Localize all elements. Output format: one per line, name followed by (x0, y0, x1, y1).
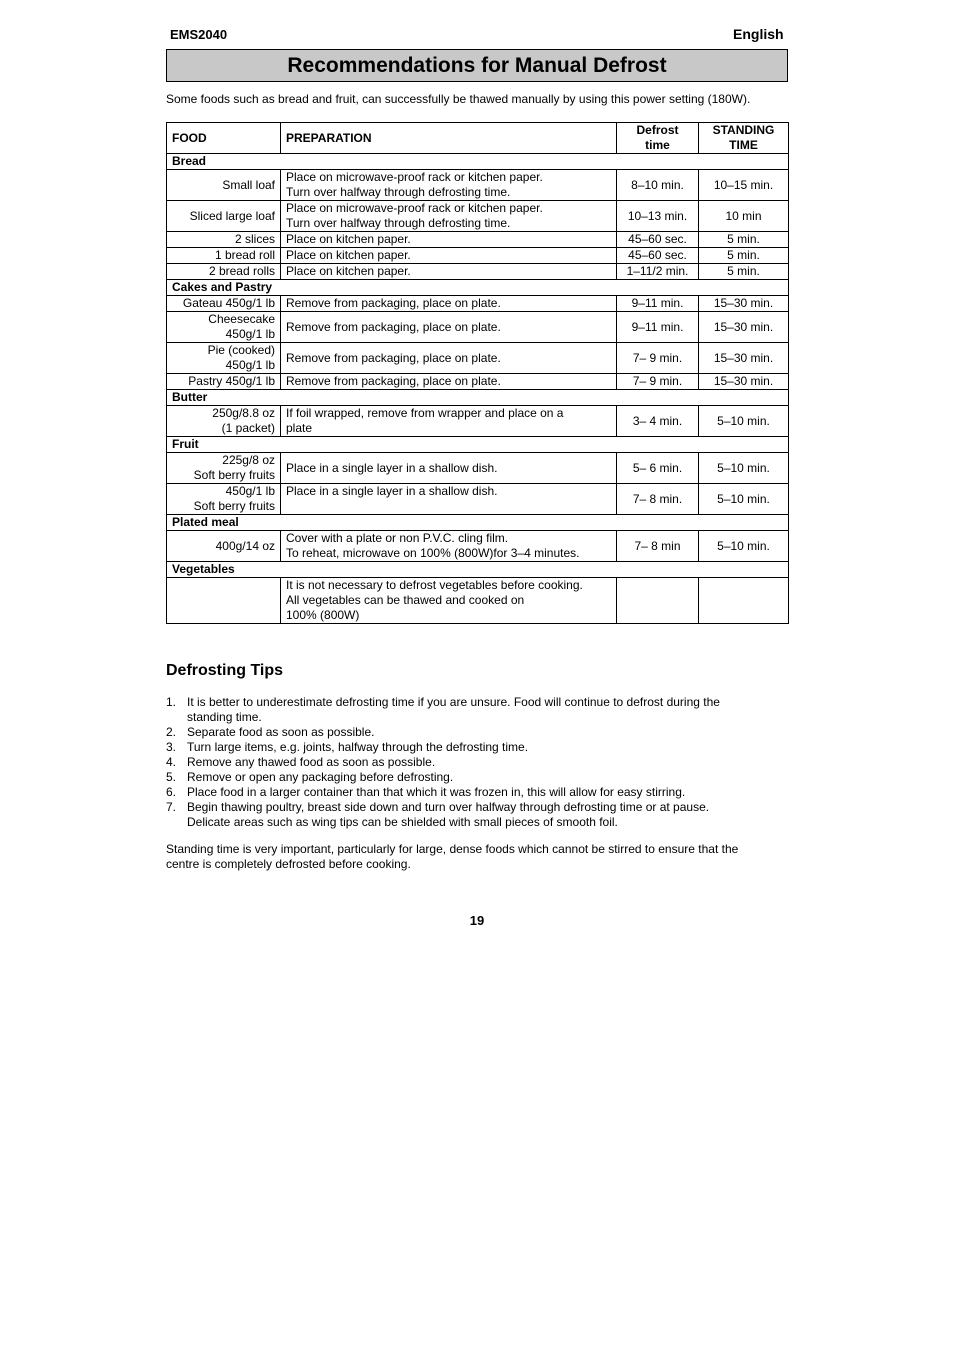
preparation-cell: Remove from packaging, place on plate. (281, 312, 617, 343)
standing-time-cell: 15–30 min. (699, 343, 789, 374)
preparation-cell: It is not necessary to defrost vegetables before cooking. All vegetables can be thawed and cooked on 100% (800W) (281, 578, 617, 624)
preparation-cell: Remove from packaging, place on plate. (281, 296, 617, 312)
table-row (167, 484, 789, 515)
table-row (167, 170, 789, 201)
food-cell (167, 578, 281, 624)
standing-time-cell: 10–15 min. (699, 170, 789, 201)
preparation-cell: Place on microwave-proof rack or kitchen paper. Turn over halfway through defrosting time. (281, 170, 617, 201)
preparation-cell: Cover with a plate or non P.V.C. cling film. To reheat, microwave on 100% (800W)for 3–4 minutes. (281, 531, 617, 562)
list-item: 5. Remove or open any packaging before defrosting. (166, 770, 454, 784)
table-row (167, 578, 789, 624)
defrost-time-cell: 45–60 sec. (617, 248, 699, 264)
preparation-cell: Place on kitchen paper. (281, 248, 617, 264)
page-title: Recommendations for Manual Defrost (287, 53, 667, 77)
food-cell: Cheesecake 450g/1 lb (167, 312, 281, 343)
table-row (167, 264, 789, 280)
standing-time-cell: 15–30 min. (699, 312, 789, 343)
tips-list (166, 695, 786, 830)
defrost-time-cell: 5– 6 min. (617, 453, 699, 484)
food-cell: Pie (cooked) 450g/1 lb (167, 343, 281, 374)
defrost-time-cell: 3– 4 min. (617, 406, 699, 437)
preparation-cell: Place in a single layer in a shallow dish. (281, 484, 617, 515)
preparation-cell: Place on kitchen paper. (281, 264, 617, 280)
standing-time-cell (699, 578, 789, 624)
col-header-preparation: PREPARATION (281, 123, 617, 154)
tips-heading: Defrosting Tips (166, 662, 284, 679)
food-cell: Small loaf (167, 170, 281, 201)
defrost-time-cell: 1–11/2 min. (617, 264, 699, 280)
standing-time-cell: 5 min. (699, 248, 789, 264)
food-cell: 2 bread rolls (167, 264, 281, 280)
category-butter: Butter (167, 390, 789, 406)
standing-time-cell: 15–30 min. (699, 374, 789, 390)
col-header-food: FOOD (167, 123, 281, 154)
category-plated-meal: Plated meal (167, 515, 789, 531)
intro-text: Some foods such as bread and fruit, can successfully be thawed manually by using this power setting (180W). (166, 92, 751, 106)
food-cell: Sliced large loaf (167, 201, 281, 232)
standing-time-note: Standing time is very important, particularly for large, dense foods which cannot be stirred to ensure that the centre is completely defrosted before cooking. (166, 842, 739, 871)
food-cell: Pastry 450g/1 lb (167, 374, 281, 390)
title-banner (166, 49, 788, 82)
list-item: 3. Turn large items, e.g. joints, halfway through the defrosting time. (166, 740, 529, 754)
defrost-time-cell: 45–60 sec. (617, 232, 699, 248)
language-label: English (733, 26, 784, 42)
category-row (167, 515, 789, 531)
category-bread: Bread (167, 154, 789, 170)
preparation-cell: Remove from packaging, place on plate. (281, 374, 617, 390)
standing-time-cell: 5 min. (699, 264, 789, 280)
list-item: 4. Remove any thawed food as soon as possible. (166, 755, 436, 769)
defrost-time-cell (617, 578, 699, 624)
table-row (167, 531, 789, 562)
table-row (167, 312, 789, 343)
category-row (167, 280, 789, 296)
list-item: 1. It is better to underestimate defrosting time if you are unsure. Food will continue to defrost during the standing time. (166, 695, 720, 724)
category-row (167, 562, 789, 578)
standing-time-cell: 5–10 min. (699, 531, 789, 562)
table-row (167, 296, 789, 312)
preparation-cell: If foil wrapped, remove from wrapper and place on a plate (281, 406, 617, 437)
food-cell: Gateau 450g/1 lb (167, 296, 281, 312)
defrost-time-cell: 7– 9 min. (617, 343, 699, 374)
category-row (167, 437, 789, 453)
category-cakes: Cakes and Pastry (167, 280, 789, 296)
food-cell: 400g/14 oz (167, 531, 281, 562)
defrost-time-cell: 7– 8 min. (617, 484, 699, 515)
defrost-time-cell: 10–13 min. (617, 201, 699, 232)
table-row (167, 343, 789, 374)
col-header-standing-time: STANDING TIME (699, 123, 789, 154)
preparation-cell: Place in a single layer in a shallow dish. (281, 453, 617, 484)
category-vegetables: Vegetables (167, 562, 789, 578)
category-row (167, 390, 789, 406)
table-row (167, 453, 789, 484)
standing-time-cell: 5–10 min. (699, 484, 789, 515)
food-cell: 450g/1 lb Soft berry fruits (167, 484, 281, 515)
list-item: 2. Separate food as soon as possible. (166, 725, 375, 739)
food-cell: 2 slices (167, 232, 281, 248)
table-row (167, 232, 789, 248)
list-item: 6. Place food in a larger container than that which it was frozen in, this will allow for easy stirring. (166, 785, 686, 799)
page-number: 19 (469, 913, 485, 928)
standing-time-cell: 15–30 min. (699, 296, 789, 312)
standing-time-cell: 5–10 min. (699, 453, 789, 484)
preparation-cell: Place on kitchen paper. (281, 232, 617, 248)
food-cell: 1 bread roll (167, 248, 281, 264)
defrost-time-cell: 8–10 min. (617, 170, 699, 201)
food-cell: 225g/8 oz Soft berry fruits (167, 453, 281, 484)
defrost-table (166, 122, 789, 624)
standing-time-cell: 5 min. (699, 232, 789, 248)
defrost-time-cell: 7– 8 min (617, 531, 699, 562)
table-header-row (167, 123, 789, 154)
preparation-cell: Place on microwave-proof rack or kitchen paper. Turn over halfway through defrosting time. (281, 201, 617, 232)
model-number: EMS2040 (170, 27, 228, 42)
standing-time-cell: 5–10 min. (699, 406, 789, 437)
category-fruit: Fruit (167, 437, 789, 453)
table-row (167, 374, 789, 390)
col-header-defrost-time: Defrost time (617, 123, 699, 154)
defrost-time-cell: 7– 9 min. (617, 374, 699, 390)
food-cell: 250g/8.8 oz (1 packet) (167, 406, 281, 437)
defrost-time-cell: 9–11 min. (617, 296, 699, 312)
category-row (167, 154, 789, 170)
table-row (167, 406, 789, 437)
list-item: 7. Begin thawing poultry, breast side down and turn over halfway through defrosting time or at pause. Delicate areas such as wing tips can be shielded with small pieces of smooth foil. (166, 800, 710, 829)
table-row (167, 248, 789, 264)
table-row (167, 201, 789, 232)
preparation-cell: Remove from packaging, place on plate. (281, 343, 617, 374)
standing-time-cell: 10 min (699, 201, 789, 232)
defrost-time-cell: 9–11 min. (617, 312, 699, 343)
